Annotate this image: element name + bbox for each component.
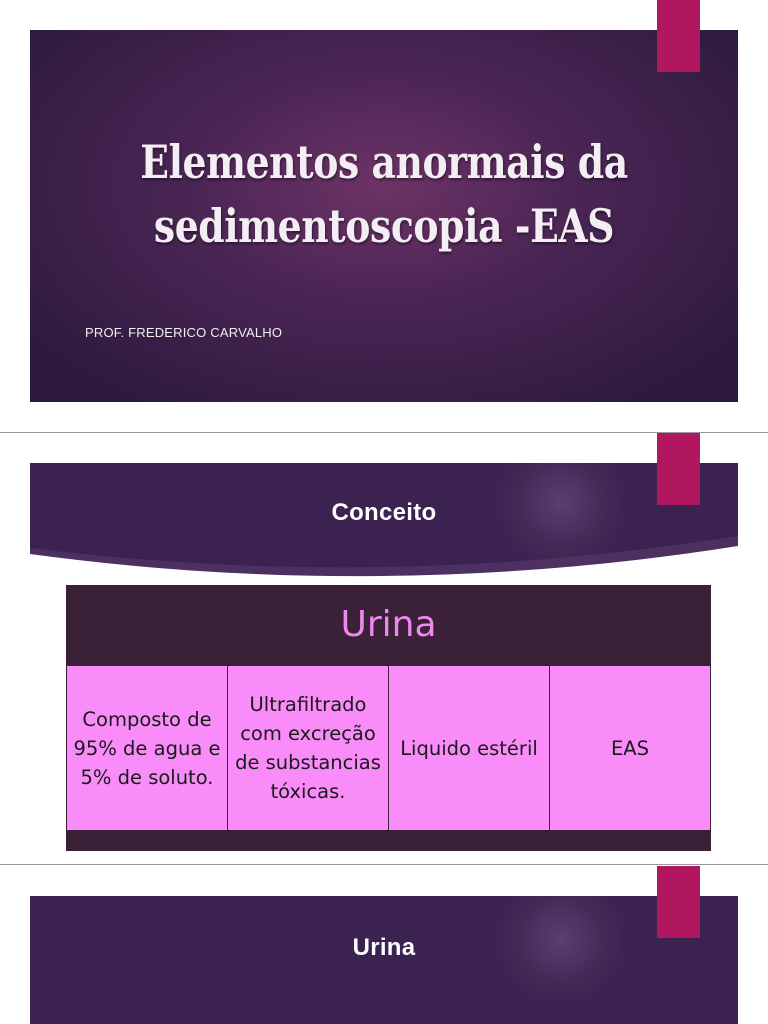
title-slide xyxy=(30,30,738,402)
table-heading: Urina xyxy=(340,604,437,645)
wave-decoration xyxy=(30,520,738,580)
presenter-name: PROF. FREDERICO CARVALHO xyxy=(85,325,283,340)
table-cell: Composto de 95% de agua e 5% de soluto. xyxy=(66,665,228,831)
table-cell: EAS xyxy=(549,665,711,831)
slide2-header-band xyxy=(30,463,738,580)
urina-table xyxy=(66,585,711,851)
table-cell: Liquido estéril xyxy=(388,665,550,831)
presentation-title: Elementos anormais da sedimentoscopia -EAS xyxy=(140,135,628,253)
slide-divider xyxy=(0,432,768,433)
slide3-header-band xyxy=(30,896,738,1024)
slide3-header-title: Urina xyxy=(352,934,416,961)
bookmark-ribbon xyxy=(657,866,700,938)
slide2-header-title: Conceito xyxy=(331,499,437,526)
table-cell: Ultrafiltrado com excreção de substancias tóxicas. xyxy=(227,665,389,831)
slide-divider xyxy=(0,864,768,865)
bookmark-ribbon xyxy=(657,433,700,505)
bookmark-ribbon xyxy=(657,0,700,72)
